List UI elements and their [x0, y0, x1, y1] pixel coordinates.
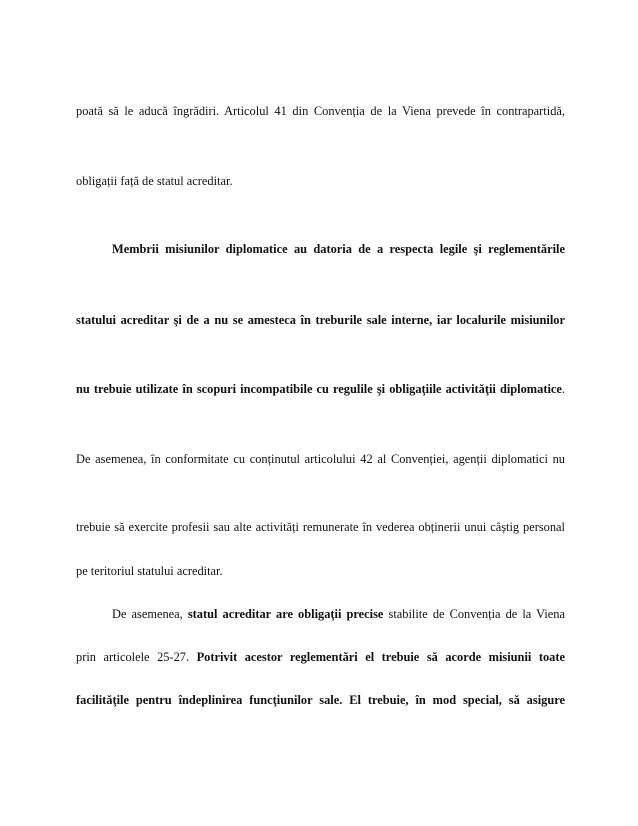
- bold-text-segment: facilităţile pentru îndeplinirea funcţiunilor sale. El trebuie, în mod special, să asigure: [76, 693, 565, 707]
- text-segment: trebuie să exercite profesii sau alte activități remunerate în vederea obținerii unui câștig personal: [76, 520, 565, 534]
- text-segment: De asemenea, în conformitate cu conținutul articolului 42 al Convenției, agenții diplomatici nu: [76, 452, 565, 466]
- bold-text-segment: Potrivit acestor reglementări el trebuie să acorde misiunii toate: [196, 650, 565, 664]
- text-segment: De asemenea,: [112, 607, 188, 621]
- paragraph-line: [76, 563, 565, 579]
- paragraph-line: [76, 173, 565, 189]
- text-segment: pe teritoriul statului acreditar.: [76, 564, 223, 578]
- bold-text-segment: statului acreditar şi de a nu se amesteca în treburile sale interne, iar localurile misiunilor: [76, 313, 565, 327]
- paragraph-line: [76, 519, 565, 535]
- bold-text-segment: statul acreditar are obligaţii precise: [187, 607, 384, 621]
- paragraph-line: [76, 649, 565, 665]
- paragraph-line: [76, 103, 565, 119]
- paragraph-line: [76, 451, 565, 467]
- paragraph-line: [76, 606, 565, 622]
- paragraph-line: [76, 312, 565, 328]
- text-segment: stabilite de Convenția de la Viena: [383, 607, 565, 621]
- text-segment: obligații față de statul acreditar.: [76, 174, 233, 188]
- text-segment: prin articolele 25-27.: [76, 650, 197, 664]
- paragraph-line: [76, 381, 565, 397]
- text-segment: .: [561, 382, 565, 396]
- bold-text-segment: Membrii misiunilor diplomatice au datoria de a respecta legile şi reglementările: [112, 242, 565, 256]
- text-segment: poată să le aducă îngrădiri. Articolul 41 din Convenția de la Viena prevede în contrapartidă,: [76, 104, 565, 118]
- paragraph-line: [76, 241, 565, 257]
- bold-text-segment: nu trebuie utilizate în scopuri incompatibile cu regulile şi obligaţiile activităţii diplomatice: [76, 382, 562, 396]
- paragraph-line: [76, 692, 565, 708]
